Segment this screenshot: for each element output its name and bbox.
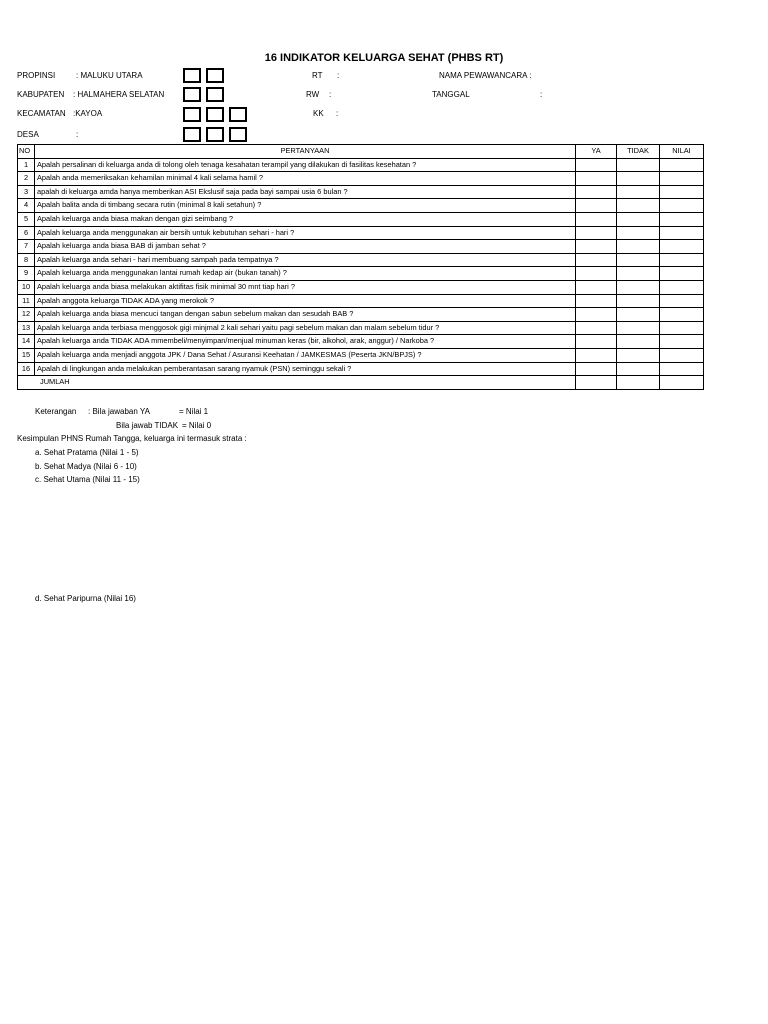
answer-ya-cell[interactable] [576, 158, 617, 172]
answer-ya-cell[interactable] [576, 362, 617, 376]
table-row [18, 280, 704, 294]
table-row [18, 267, 704, 281]
nilai-cell[interactable] [660, 321, 704, 335]
answer-tidak-cell[interactable] [617, 253, 660, 267]
kabupaten-code-box[interactable] [183, 87, 201, 102]
answer-tidak-cell[interactable] [617, 212, 660, 226]
indicator-table [17, 144, 704, 390]
total-nilai-cell[interactable] [660, 376, 704, 390]
row-number: 6 [18, 226, 35, 240]
total-ya-cell[interactable] [576, 376, 617, 390]
nilai-cell[interactable] [660, 199, 704, 213]
question-text: Apalah anda memeriksakan kehamilan minimal 4 kali selama hamil ? [35, 172, 576, 186]
nilai-cell[interactable] [660, 185, 704, 199]
question-text: Apalah keluarga anda biasa makan dengan gizi seimbang ? [35, 212, 576, 226]
kk-value: : [336, 109, 339, 118]
column-header-nilai: NILAI [660, 145, 704, 159]
question-text: Apalah keluarga anda biasa BAB di jamban sehat ? [35, 240, 576, 254]
nilai-cell[interactable] [660, 335, 704, 349]
answer-tidak-cell[interactable] [617, 294, 660, 308]
tanggal-label: TANGGAL [432, 90, 470, 99]
propinsi-code-box[interactable] [183, 68, 201, 83]
table-row [18, 321, 704, 335]
total-row [18, 376, 704, 390]
answer-tidak-cell[interactable] [617, 362, 660, 376]
propinsi-value: : MALUKU UTARA [76, 71, 143, 80]
question-text: Apalah persalinan di keluarga anda di tolong oleh tenaga kesahatan terampil yang dilakukan di fasilitas kesehatan ? [35, 158, 576, 172]
nama-pewawancara-label: NAMA PEWAWANCARA : [439, 71, 532, 80]
column-header-no: NO [18, 145, 35, 159]
row-number: 5 [18, 212, 35, 226]
answer-tidak-cell[interactable] [617, 226, 660, 240]
column-header-ya: YA [576, 145, 617, 159]
nilai-cell[interactable] [660, 308, 704, 322]
kabupaten-label: KABUPATEN [17, 90, 65, 99]
answer-ya-cell[interactable] [576, 348, 617, 362]
table-header-row [18, 145, 704, 159]
desa-code-box[interactable] [229, 127, 247, 142]
kabupaten-code-box[interactable] [206, 87, 224, 102]
nilai-cell[interactable] [660, 280, 704, 294]
question-text: Apalah balita anda di timbang secara rutin (minimal 8 kali setahun) ? [35, 199, 576, 213]
table-row [18, 185, 704, 199]
keterangan-ya-value: = Nilai 1 [179, 407, 209, 416]
question-text: Apalah di lingkungan anda melakukan pemberantasan sarang nyamuk (PSN) seminggu sekali ? [35, 362, 576, 376]
keterangan-tidak: Bila jawab TIDAK [116, 421, 179, 430]
tanggal-value: : [540, 90, 543, 99]
total-tidak-cell[interactable] [617, 376, 660, 390]
nilai-cell[interactable] [660, 172, 704, 186]
desa-code-box[interactable] [206, 127, 224, 142]
row-number: 2 [18, 172, 35, 186]
nilai-cell[interactable] [660, 226, 704, 240]
question-text: Apalah keluarga anda TIDAK ADA mmembeli/menyimpan/menjual minuman keras (bir, alkohol, arak, anggur) / Narkoba ? [35, 335, 576, 349]
table-row [18, 212, 704, 226]
table-row [18, 294, 704, 308]
answer-ya-cell[interactable] [576, 199, 617, 213]
kecamatan-code-box[interactable] [229, 107, 247, 122]
table-row [18, 199, 704, 213]
nilai-cell[interactable] [660, 253, 704, 267]
answer-ya-cell[interactable] [576, 226, 617, 240]
kecamatan-code-box[interactable] [183, 107, 201, 122]
question-text: Apalah keluarga anda menggunakan lantai rumah kedap air (bukan tanah) ? [35, 267, 576, 281]
keterangan-label: Keterangan [35, 407, 77, 416]
row-number: 9 [18, 267, 35, 281]
row-number: 10 [18, 280, 35, 294]
answer-ya-cell[interactable] [576, 212, 617, 226]
nilai-cell[interactable] [660, 294, 704, 308]
propinsi-label: PROPINSI [17, 71, 56, 80]
table-body [18, 158, 704, 389]
kecamatan-value: :KAYOA [73, 109, 103, 118]
row-number: 14 [18, 335, 35, 349]
answer-tidak-cell[interactable] [617, 172, 660, 186]
question-text: Apalah anggota keluarga TIDAK ADA yang merokok ? [35, 294, 576, 308]
row-number: 13 [18, 321, 35, 335]
desa-label: DESA [17, 130, 39, 139]
nilai-cell[interactable] [660, 158, 704, 172]
nilai-cell[interactable] [660, 212, 704, 226]
kabupaten-value: : HALMAHERA SELATAN [73, 90, 165, 99]
question-text: Apalah keluarga anda menjadi anggota JPK / Dana Sehat / Asuransi Keehatan / JAMKESMAS (Peserta JKN/BPJS) ? [35, 348, 576, 362]
question-text: Apalah keluarga anda terbiasa menggosok gigi minjmal 2 kali sehari yaitu pagi sebelum makan dan malam sebelum tidur ? [35, 321, 576, 335]
question-text: Apalah keluarga anda biasa mencuci tangan dengan sabun sebelum makan dan sesudah BAB ? [35, 308, 576, 322]
row-number: 15 [18, 348, 35, 362]
question-text: apalah di keluarga amda hanya memberikan ASI Ekslusif saja pada bayi sampai usia 6 bulan ? [35, 185, 576, 199]
answer-ya-cell[interactable] [576, 240, 617, 254]
answer-ya-cell[interactable] [576, 172, 617, 186]
answer-tidak-cell[interactable] [617, 348, 660, 362]
question-text: Apalah keluarga anda biasa melakukan aktifitas fisik minimal 30 mnt tiap hari ? [35, 280, 576, 294]
answer-tidak-cell[interactable] [617, 308, 660, 322]
nilai-cell[interactable] [660, 362, 704, 376]
row-number: 1 [18, 158, 35, 172]
answer-ya-cell[interactable] [576, 335, 617, 349]
strata-item: a. Sehat Pratama (Nilai 1 - 5) [35, 448, 139, 457]
answer-tidak-cell[interactable] [617, 321, 660, 335]
answer-tidak-cell[interactable] [617, 240, 660, 254]
desa-code-box[interactable] [183, 127, 201, 142]
rt-label: RT [312, 71, 323, 80]
answer-ya-cell[interactable] [576, 267, 617, 281]
question-text: Apalah keluarga anda sehari - hari membuang sampah pada tempatnya ? [35, 253, 576, 267]
table-row [18, 172, 704, 186]
answer-ya-cell[interactable] [576, 308, 617, 322]
row-number: 11 [18, 294, 35, 308]
rw-label: RW [306, 90, 320, 99]
table-row [18, 308, 704, 322]
rt-value: : [337, 71, 340, 80]
answer-tidak-cell[interactable] [617, 335, 660, 349]
total-label: JUMLAH [18, 376, 576, 390]
table-row [18, 362, 704, 376]
form-title: 16 INDIKATOR KELUARGA SEHAT (PHBS RT) [264, 52, 504, 64]
strata-item: d. Sehat Paripurna (Nilai 16) [35, 594, 136, 603]
nilai-cell[interactable] [660, 267, 704, 281]
strata-item: b. Sehat Madya (Nilai 6 - 10) [35, 462, 137, 471]
answer-ya-cell[interactable] [576, 185, 617, 199]
row-number: 4 [18, 199, 35, 213]
row-number: 8 [18, 253, 35, 267]
propinsi-code-box[interactable] [206, 68, 224, 83]
strata-item: c. Sehat Utama (Nilai 11 - 15) [35, 475, 140, 484]
row-number: 3 [18, 185, 35, 199]
table-row [18, 240, 704, 254]
answer-tidak-cell[interactable] [617, 158, 660, 172]
row-number: 7 [18, 240, 35, 254]
kecamatan-label: KECAMATAN [17, 109, 66, 118]
table-row [18, 158, 704, 172]
row-number: 16 [18, 362, 35, 376]
answer-ya-cell[interactable] [576, 294, 617, 308]
answer-ya-cell[interactable] [576, 280, 617, 294]
kk-label: KK [313, 109, 324, 118]
answer-ya-cell[interactable] [576, 253, 617, 267]
keterangan-ya: : Bila jawaban YA [88, 407, 150, 416]
kesimpulan-text: Kesimpulan PHNS Rumah Tangga, keluarga ini termasuk strata : [17, 434, 247, 443]
column-header-pertanyaan: PERTANYAAN [35, 145, 576, 159]
table-row [18, 226, 704, 240]
column-header-tidak: TIDAK [617, 145, 660, 159]
table-row [18, 348, 704, 362]
nilai-cell[interactable] [660, 348, 704, 362]
rw-value: : [329, 90, 332, 99]
row-number: 12 [18, 308, 35, 322]
answer-ya-cell[interactable] [576, 321, 617, 335]
answer-tidak-cell[interactable] [617, 185, 660, 199]
nilai-cell[interactable] [660, 240, 704, 254]
answer-tidak-cell[interactable] [617, 199, 660, 213]
table-row [18, 335, 704, 349]
question-text: Apalah keluarga anda menggunakan air bersih untuk kebutuhan sehari - hari ? [35, 226, 576, 240]
answer-tidak-cell[interactable] [617, 267, 660, 281]
table-row [18, 253, 704, 267]
keterangan-tidak-value: = Nilai 0 [182, 421, 212, 430]
kecamatan-code-box[interactable] [206, 107, 224, 122]
answer-tidak-cell[interactable] [617, 280, 660, 294]
desa-value: : [76, 130, 79, 139]
